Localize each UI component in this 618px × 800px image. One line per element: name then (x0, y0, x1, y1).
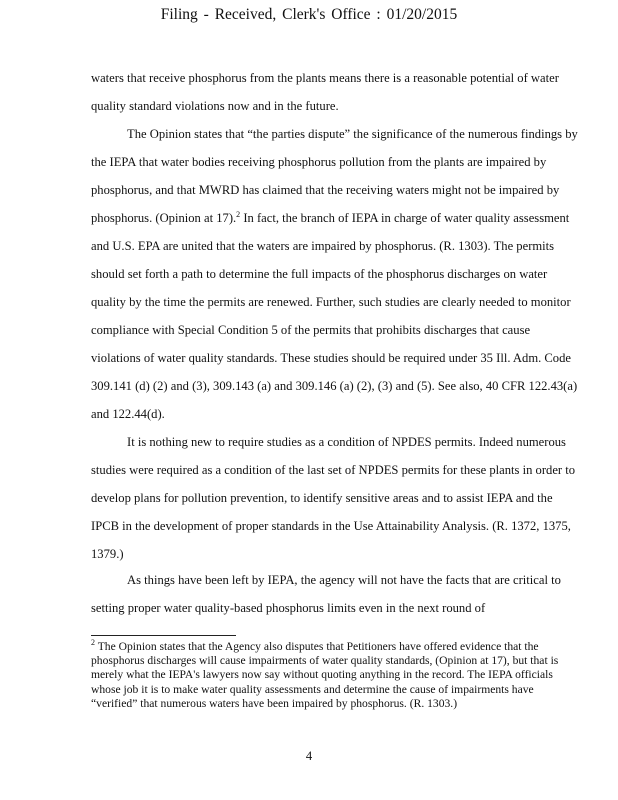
footnote-marker: 2 (91, 638, 95, 648)
footnote-text: The Opinion states that the Agency also disputes that Petitioners have offered evidence that the phosphorus discharges will cause impairments of water quality standards, (Opinion at 17), but that is merely what the IEPA's lawyers now say without quoting anything in the record. The IEPA officials whose job it is to make water quality assessments and determine the cause of impairments have “verified” that numerous waters have been impaired by phosphorus. (R. 1303.) (91, 640, 559, 710)
filing-header: Filing - Received, Clerk's Office : 01/20/2015 (160, 6, 458, 23)
footnote-separator (91, 635, 236, 636)
paragraph-text: As things have been left by IEPA, the agency will not have the facts that are critical to setting proper water quality-based phosphorus limits even in the next round of (91, 573, 561, 615)
paragraph-opinion (91, 120, 581, 428)
paragraph-text (91, 120, 581, 428)
paragraph-text: waters that receive phosphorus from the plants means there is a reasonable potential of water quality standard violations now and in the future. (91, 71, 559, 113)
paragraph-things (91, 566, 581, 622)
page-number: 4 (305, 749, 313, 763)
paragraph-text-part: In fact, the branch of IEPA in charge of water quality assessment and U.S. EPA are united that the waters are impaired by phosphorus. (R. 1303). The permits should set forth a path to determine the full impacts of the phosphorus discharges on water quality by the time the permits are renewed. Further, such studies are clearly needed to monitor compliance with Special Condition 5 of the permits that prohibits discharges that cause violations of water quality standards. These studies should be required under 35 Ill. Adm. Code 309.141 (d) (2) and (3), 309.143 (a) and 309.146 (a) (2), (3) and (5). See also, 40 CFR 122.43(a) and 122.44(d). (91, 211, 578, 421)
paragraph-text-part: The Opinion states that “the parties dispute” the significance of the numerous findings by the IEPA that water bodies receiving phosphorus pollution from the plants are impaired by phosphorus, and that MWRD has claimed that the receiving waters might not be impaired by phosphorus. (Opinion at 17). (91, 127, 578, 225)
footnote (91, 640, 581, 711)
footnote-reference: 2 (236, 209, 241, 219)
paragraph-text: It is nothing new to require studies as a condition of NPDES permits. Indeed numerous studies were required as a condition of the last set of NPDES permits for these plants in order to develop plans for pollution prevention, to identify sensitive areas and to assist IEPA and the IPCB in the development of proper standards in the Use Attainability Analysis. (R. 1372, 1375, 1379.) (91, 435, 576, 561)
paragraph-studies (91, 428, 581, 568)
paragraph-waters (91, 64, 581, 120)
